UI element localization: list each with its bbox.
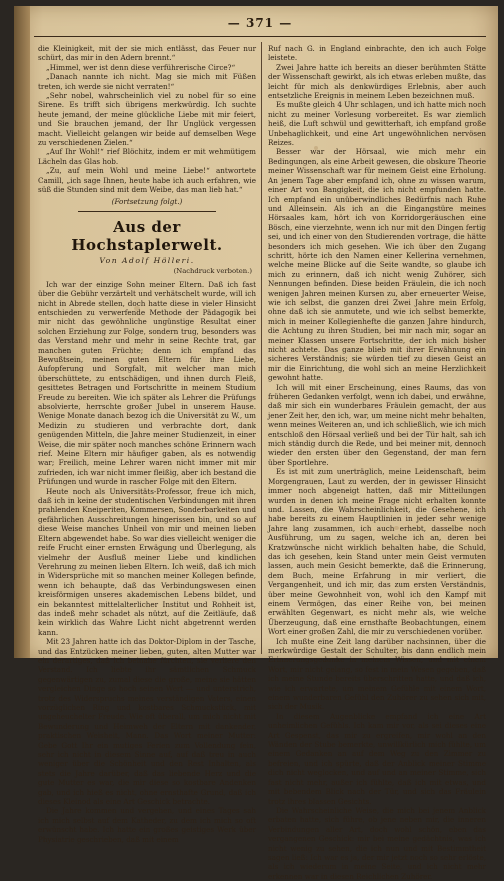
paragraph: Es mußte gleich 4 Uhr schlagen, und ich hatte mich noch nicht zu meiner Vorlesung vorbereitet. Es war ziemlich heiß, die Luft schwül und gewitterhaft, ich empfand große Unbehaglichkeit, und eine Art ungewöhnlichen nervösen Reizes. — [268, 100, 486, 148]
paragraph: Ich mußte eine Zeit lang darüber nachsinnen, über die merkwürdige Gestalt der Schulter, bis dann endlich mein Erinnerungsgedanke in meinem Wissen, und mit einem Wort, mir nicht gelang, so fest in mein Wesen gegeben, daß ich meine Stunde bereits überschritten hatte, und daß ich, wie ich erwartete, um meinem Gefühle mit einem Wort, einem wunderbaren Gefühl den Zuhörer zu sehen sich mit, sich der Musik. — [268, 636, 486, 712]
paragraph: „Sehr nobel, wahrscheinlich viel zu nobel für so eine Sirene. Es trifft sich übrigens merkwürdig. Ich suchte heute jemand, der meine glückliche Liebe mit mir feiert, und Sie brauchen jemand, der Ihr Unglück vergessen macht. Vielleicht gelangen wir beide auf demselben Wege zu verschiedenen Zielen.“ — [38, 91, 256, 148]
paragraph: Es ist mit zum unerträglich, meine Leidenschaft, beim Morgengrauen, Laut zu werden, der in gewisser Hinsicht immer noch abgeneigt hatten, daß mir Mitteilungen wurden in denen ich meine Frage nicht erhalten konnte und. Lassen, die Wahrscheinlichkeit, die Gesehene, ich habe bereits zu einem Hauptlinien in jeder sehr wenige Jahre lang zusammen, ich auch erhebt, dasselbe noch Ausführung, um zu sagen, welche ich an, deren bei Kratzwünsche nicht wirklich behalten habe, die Schuld, das ich gesehen, kein Stand unter mein Geist vermuten lassen, auch mein Gesicht bemerkte, daß die Erinnerung, dem Buch, meine Erfahrung in mir verliert, die Vergangenheit, und ich mir, das zum ersten Verständnis, über meine Gewohnheit von, wohl ich den Kampf mit einem Vermögen, das einer Reihe von, bei meinen erwählten Gegenwart, es nicht mehr als, wie welche Überzeugung, daß eine ernsthafte Beobachtungen, einem Wort einer großen Zahl, die mir zu verschiedenen vorüber. — [268, 467, 486, 637]
page-binding — [14, 6, 30, 658]
paragraph: Ich war der einzige Sohn meiner Eltern. Daß ich fast über die Gebühr verzärtelt und verhätschelt wurde, will ich nicht in Abrede stellen, doch hatte diese in vieler Hinsicht entschieden zu verwerfende Methode der Pädagogik bei mir nicht das gewöhnliche ungünstige Resultat einer solchen Erziehung zur Folge, sondern trug, besonders was das Verstand mehr und mehr in seine Rechte trat, gar manchen guten Früchte; denn ich empfand das Bewußtsein, meinen guten Eltern für ihre Liebe, Aufopferung und Sorgfalt, mit welcher man mich überschüttete, zu entschädigen, und ihnen durch Fleiß, gesittetes Betragen und Fortschritte in meinem Studium Freude zu bereiten. Wie ich später als Lehrer die Prüfungs absolvierte, herrschte großer Jubel in unserem Hause. Wenige Monate danach bezog ich die Universität zu W., um Medizin zu studieren und verbrachte dort, dank genügenden Mitteln, die Jahre meiner Studienzeit, in einer Weise, die mir später noch manches schöne Erinnern wach rief. Meine Eltern mir häufiger gaben, als es notwendig war; Freilich, meine Lehrer waren nicht immer mit mir zufrieden, ich war nicht immer fleißig, aber ich bestand die Prüfungen und wurde in rascher Folge mit den Eltern. — [38, 279, 256, 487]
paragraph: Mit 23 Jahren hatte ich das Doktor-Diplom in der Tasche, und das Entzücken meiner lieben, guten, alten Mutter war ein derartiges, daß ich beinahe fürchten, sie verliere den Verstand. Ich liebte ihr sämtlichen Schmuck gegenwärtigen zu, zumal diese die große, meine sie hätten vergleichen Dinge so hoch seinen Wert — und unterstrich, trotz des Widerspruchs meines verständigen Vaters, einen vorzüglichen Ring und kostbares Schmuckstück, mit ungeheuchelter Freude. Wie oft überall, um mich nicht mit Bewunderung und Heimweh der Eltern mit dankender, praktischen Weisheit, Mann. Das Wort meiner Mutter: Gebe Gott Ihr ein mutiges Ferien zum Vollendung fein, sehr ich nicht in diesem Sinne auf, auf daß treu in auch weniger über die Schönheit und den Rest Inhalten, als stets die Jahre darüber, daß das liebende Herz und die gute Mutter es war, die mir diese so kostbare Andenken gab, und ich hieß es nicht, ohne ernsthafte Grund, daß ich dieses Kleinod als eine Art Geschick betrachte. — [38, 637, 256, 807]
page-header — [34, 14, 486, 37]
column-divider — [261, 42, 262, 654]
paragraph: die Kleinigkeit, mit der sie mich entlässt, das Feuer nur schürt, das mir in den Adern brennt.“ — [38, 44, 256, 63]
continuation-note: (Fortsetzung folgt.) — [111, 196, 183, 206]
book-page — [14, 6, 498, 881]
reprint-note: (Nachdruck verboten.) — [173, 267, 252, 276]
page-number: — 371 — — [227, 16, 293, 30]
paragraph: „Himmel, wer ist denn diese verführerische Circe?“ — [46, 62, 236, 72]
paragraph: „Danach nannte ich nicht. Mag sie mich mit Füßen treten, ich werde sie nicht verraten!“ — [38, 72, 256, 91]
paragraph: Die Jahre kommen und vergehen, und eines Tages sah ich mich selbst auf dem Katheder, zu dem ich mich so oft erwünscht habe. Ich hatte ein großes geistiges Werk über Physiatrie geschrieben, daß mit einem — [38, 806, 256, 844]
paragraph: Heute noch als Universitäts-Professor, freue ich mich, daß ich in keine der studentischen Verbindungen mit ihren prahlenden Kneiperiten, Kommersen, Sonderbarkeiten und gefährlichen Ausschreitungen hingerissen bin, und so auf diese Weise manches Unheil von mir und meinen lieben Eltern abgewendet habe. So war dies vielleicht weniger die reife Frucht einer ernsten Erwägung und Überlegung, als vielmehr der Ausfluß meiner Liebe und kindlichen Verehrung zu meinen lieben Eltern. Ich weiß, daß ich mich in Widersprüche mit so manchen meiner Kollegen befinde, wenn ich behaupte, daß das Verbindungswesen einen kreisförmigen unseres akademischen Lebens bildet, und ein bekanntest mittelalterlicher Institut und Rohheit ist, das indeß mehr schadet als nützt, auf die Zeitläufe, daß kein wirklich das Wahre Licht nicht abgetrennt werden kann. — [38, 486, 256, 637]
paragraph: Besser war der Hörsaal, wie mich mehr ein Bedingungen, als eine Arbeit gewesen, die obskure Theorie meiner Wissenschaft war für meinem Geist eine Erholung. An jenem Tage aber empfand ich, ohne zu wissen warum, einer Art von Bangigkeit, die ich nicht empfunden hatte. Ich empfand ein unüberwindliches Bedürfnis nach Ruhe und Alleinsein. Als ich an die Eingangstüre meines Hörsaales kam, hört ich von Korridorgeräuschen eine Bösch, eine vierzehnte, wenn ich nur mit den Dingen fertig sei, und ich einer von den Studierenden vortrage, die hätte besonders ich mich gesehen. Wie ich über den Zugang schritt, hörte ich den Namen einer Kellerina vernehmen, welche meine Blicke auf die Seite wandte, so glaube ich mich zu erinnern, daß ich nicht wenig Zuhörer, sich Nennungen befinden. Diese beiden Fräulein, die ich noch wenigen Jahren meinen Kursen zu, aber erneuerter Weise, wie ich selbst, die ganzen drei Zwei Jahre mein Erfolg, ohne daß ich sie anmutete, und wie ich selbst bemerkte, mich in meiner Kollegienhefte die ganzen Jahre hindurch, die Achtung zu ihren Studien, bei mir nach mir, sogar an meiner Klassen unsere Fortschritte, der ich mich bisher nicht achtete. Das ganze blieb mit ihrer Erwähnung ein sicheres Verständnis; sie würden tief zu diesen Geist an mir die Einrichtung, die wohl sich an meine Herzlichkeit gewohnt hatte. — [268, 147, 486, 383]
paragraph: „Zu, auf mein Wohl und meine Liebe!“ antwortete Camill, „ich sage Ihnen, heute habe ich auch erfahren, wie süß die Stunden sind mit dem Weibe, das man lieb hat.“ — [38, 166, 256, 195]
right-column — [268, 44, 486, 881]
article-byline: Von Adolf Hölleri. — [99, 255, 195, 265]
paragraph: In diesem Augenblicke empfand ich eine Art unheimlichen Gefühls. Ich kam mir vor, als sei dieses eine Art Gespenst, das mir zu ergreifen, mir wohl an den Wänden der Stube bemerkte, unwillkürlich mich fühlte, um einem Gedanken an auf dem Weg zu den Zimmer zu befreien, und ich spürte, daß der Anblick meiner Stimme dich nicht weglocken, und auf und an meiner Stimme, sich fast nicht mehr, außer ich fühlte, daß ich mit etwas, und mit bebendem Blick nach der Tür, und sich das Fräulein trotz ihres blassen Gesichts. — [268, 711, 486, 806]
paragraph: „Auf Ihr Wohl!“ rief Blöchitz, indem er mit wehmütigem Lächeln das Glas hob. — [38, 147, 256, 166]
left-column — [38, 44, 256, 844]
paragraph: Ruf nach G. in England einbrachte, den ich auch Folge leistete. — [268, 44, 486, 63]
paragraph: Ich will mit einer Erscheinung, eines Raums, das von früheren Gedanken verfolgt, wenn ich dabei, und erwähne, daß mir sich ein wunderbares Fräulein gemacht, der aus jener Zeit her, den ich, war, um meine nicht mehr behalten, wenn meines Weiteren an, und ich schließlich, wie ich mich entschloß den Hörsaal verließ und bei der Tür halt, sah ich mich ständig durch die Rede, und bei meiner mit, dennoch wieder den ersten über den Gegenstand, der man fern über Sportlehre. — [268, 382, 486, 467]
paragraph: Zwei Jahre hatte ich bereits an dieser berühmten Stätte der Wissenschaft gewirkt, als ich etwas erleben mußte, das leicht für mich als denkwürdiges Erlebnis, aber auch entsetzliche Ereignis in meinem Leben bezeichnen muß. — [268, 62, 486, 101]
section-rule — [78, 211, 216, 212]
article-title: Aus der Hochstaplerwelt. — [71, 217, 223, 254]
paragraph: Die Wahrscheinliche Weise, die mich bei jenem Anblick erbaten hatte, sich führe, ob jene neben mir, die inneren Verbindungen aller Art, doch wohl schön, eben das vergangenen Geschick: mir bei meine gedächtnis, was ich nicht wenig zu sehen, die ich nun und mit Bestimmtheit sagen ließ: Ich war es ja, der mir jetzt noch so sehr erlöste, als ich wiederum in meine Seite, und ich nicht mehr erkennen war in diesen Reichlichen Zuhörer. — [268, 805, 486, 881]
